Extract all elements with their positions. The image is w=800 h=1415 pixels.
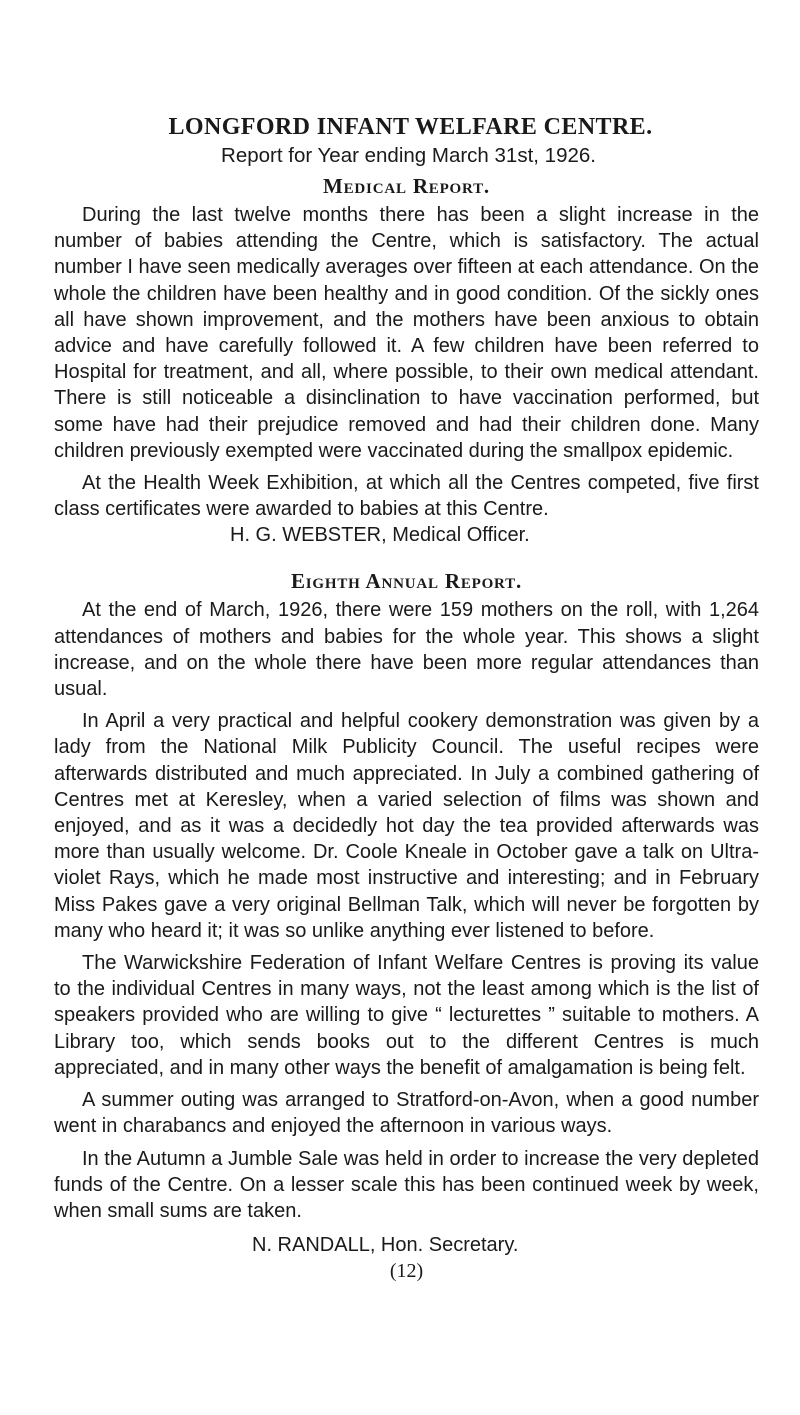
- annual-report-paragraph: The Warwickshire Federation of Infant Welfare Centres is proving its value to the individual Centres in many ways, not the least among which is the list of speakers provided who are willing to give “ lecturettes ” suitable to mothers. A Library too, which sends books out to the different Centres is much appreciated, and in many other ways the benefit of amalgamation is being felt.: [54, 952, 759, 1079]
- annual-report-heading: Eighth Annual Report.: [290, 569, 523, 594]
- document-page: [54, 112, 759, 1283]
- annual-report-paragraph: In the Autumn a Jumble Sale was held in order to increase the very depleted funds of the Centre. On a lesser scale this has been continued week by week, when small sums are taken.: [54, 1147, 759, 1222]
- annual-report-paragraph: In April a very practical and helpful cookery demonstration was given by a lady from the National Milk Publicity Council. The useful recipes were afterwards distributed and much appreciated. In July a combined gathering of Centres met at Keresley, when a varied selection of films was shown and enjoyed, and as it was a decidedly hot day the tea provided afterwards was more than usually welcome. Dr. Coole Kneale in October gave a talk on Ultra-violet Rays, which he made most instructive and interesting; and in February Miss Pakes gave a very original Bellman Talk, which will never be forgotten by many who heard it; it was so unlike anything ever listened to before.: [54, 710, 759, 942]
- medical-report-heading: Medical Report.: [323, 174, 490, 198]
- secretary-signature: N. RANDALL, Hon. Secretary.: [252, 1234, 519, 1257]
- medical-report-paragraph: At the Health Week Exhibition, at which all the Centres competed, five first class certificates were awarded to babies at this Centre.: [54, 472, 759, 521]
- annual-report-paragraph: A summer outing was arranged to Stratford-on-Avon, when a good number went in charabancs and enjoyed the afternoon in various ways.: [54, 1089, 759, 1138]
- page-number: (12): [389, 1260, 424, 1283]
- medical-report-section: [54, 172, 759, 549]
- medical-officer-signature: H. G. WEBSTER, Medical Officer.: [230, 524, 530, 547]
- annual-report-section: [54, 567, 759, 1259]
- annual-report-paragraph: At the end of March, 1926, there were 159 mothers on the roll, with 1,264 attendances of mothers and babies for the whole year. This shows a slight increase, and on the whole there have been more regular attendances than usual.: [54, 599, 759, 701]
- document-subtitle: Report for Year ending March 31st, 1926.: [221, 144, 596, 167]
- medical-report-paragraph: During the last twelve months there has been a slight increase in the number of babies attending the Centre, which is satisfactory. The actual number I have seen medically averages over fifteen at each attendance. On the whole the children have been healthy and in good condition. Of the sickly ones all have shown improvement, and the mothers have been anxious to obtain advice and have carefully followed it. A few children have been referred to Hospital for treatment, and all, where possible, to their own medical attendant. There is still noticeable a disinclination to have vaccination performed, but some have had their prejudice removed and had their children done. Many children previously exempted were vaccinated during the smallpox epidemic.: [54, 204, 759, 462]
- document-title: LONGFORD INFANT WELFARE CENTRE.: [168, 114, 653, 140]
